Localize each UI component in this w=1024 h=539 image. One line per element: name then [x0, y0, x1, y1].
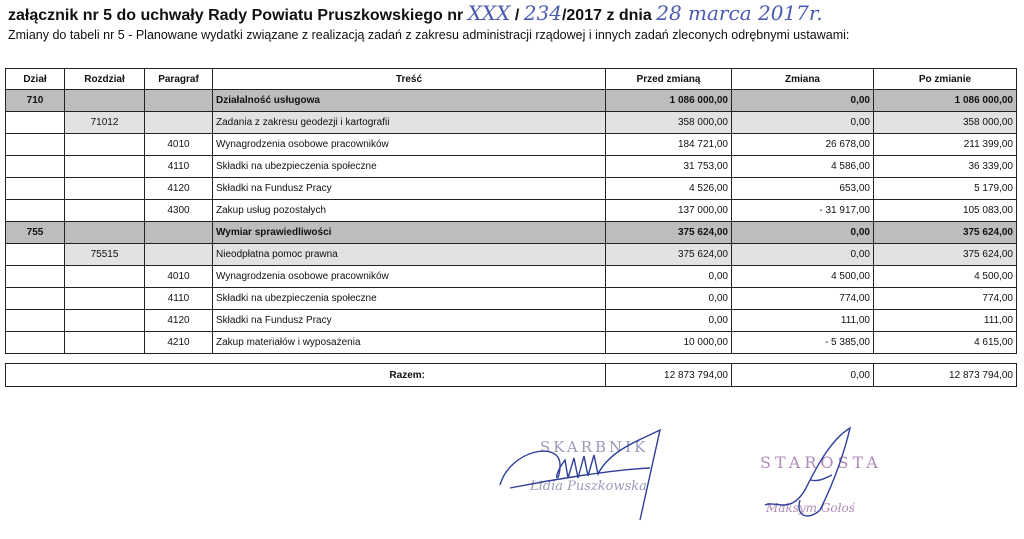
cell-paragraf: 4110: [145, 156, 213, 178]
table-row: [6, 134, 1017, 156]
cell-zmiana: 4 586,00: [732, 156, 874, 178]
document-title: [8, 1, 823, 25]
cell-zmiana: - 31 917,00: [732, 200, 874, 222]
table-row: [6, 266, 1017, 288]
cell-tresc: Wynagrodzenia osobowe pracowników: [213, 266, 606, 288]
table-row: [6, 200, 1017, 222]
table-row: [6, 222, 1017, 244]
cell-przed: 0,00: [606, 310, 732, 332]
date-handwritten: 28 marca 2017r.: [656, 1, 823, 25]
cell-zmiana: 0,00: [732, 222, 874, 244]
cell-po: 5 179,00: [874, 178, 1017, 200]
summary-zmiana: 0,00: [732, 364, 874, 387]
cell-przed: 358 000,00: [606, 112, 732, 134]
cell-rozdzial: [65, 90, 145, 112]
cell-paragraf: 4120: [145, 310, 213, 332]
skarbnik-signature-stamp: [490, 410, 690, 535]
cell-po: 36 339,00: [874, 156, 1017, 178]
cell-tresc: Wynagrodzenia osobowe pracowników: [213, 134, 606, 156]
cell-przed: 184 721,00: [606, 134, 732, 156]
title-separator: /: [514, 7, 520, 24]
cell-zmiana: 0,00: [732, 112, 874, 134]
cell-po: 358 000,00: [874, 112, 1017, 134]
cell-przed: 0,00: [606, 266, 732, 288]
expenditure-table: [5, 68, 1017, 354]
cell-dzial: [6, 244, 65, 266]
cell-przed: 4 526,00: [606, 178, 732, 200]
table-row: [6, 178, 1017, 200]
cell-przed: 31 753,00: [606, 156, 732, 178]
cell-dzial: [6, 156, 65, 178]
cell-dzial: [6, 266, 65, 288]
stamp-name-starosta: Maksym Gołoś: [766, 501, 855, 515]
cell-zmiana: 111,00: [732, 310, 874, 332]
cell-zmiana: 0,00: [732, 90, 874, 112]
cell-tresc: Działalność usługowa: [213, 90, 606, 112]
cell-dzial: [6, 112, 65, 134]
table-row: [6, 156, 1017, 178]
col-header-przed: Przed zmianą: [606, 69, 732, 90]
cell-zmiana: 0,00: [732, 244, 874, 266]
cell-paragraf: [145, 244, 213, 266]
table-row: [6, 112, 1017, 134]
cell-zmiana: 4 500,00: [732, 266, 874, 288]
cell-rozdzial: [65, 332, 145, 354]
cell-tresc: Składki na Fundusz Pracy: [213, 310, 606, 332]
col-header-paragraf: Paragraf: [145, 69, 213, 90]
table-header-row: [6, 69, 1017, 90]
cell-dzial: 755: [6, 222, 65, 244]
cell-rozdzial: [65, 310, 145, 332]
cell-przed: 137 000,00: [606, 200, 732, 222]
resolution-number-handwritten: XXX: [467, 1, 511, 25]
cell-paragraf: 4010: [145, 266, 213, 288]
cell-rozdzial: [65, 200, 145, 222]
cell-dzial: [6, 178, 65, 200]
cell-po: 774,00: [874, 288, 1017, 310]
title-suffix: /2017 z dnia: [561, 7, 652, 24]
table-row: [6, 332, 1017, 354]
cell-po: 4 615,00: [874, 332, 1017, 354]
summary-przed: 12 873 794,00: [606, 364, 732, 387]
cell-dzial: [6, 134, 65, 156]
cell-rozdzial: [65, 134, 145, 156]
cell-tresc: Zadania z zakresu geodezji i kartografii: [213, 112, 606, 134]
cell-rozdzial: 75515: [65, 244, 145, 266]
resolution-number2-handwritten: 234: [523, 1, 562, 25]
cell-paragraf: [145, 222, 213, 244]
cell-paragraf: [145, 112, 213, 134]
summary-label: Razem:: [6, 364, 606, 387]
stamp-name-skarbnik: Lidia Puszkowska: [530, 479, 647, 494]
summary-row: [6, 364, 1017, 387]
col-header-po: Po zmianie: [874, 69, 1017, 90]
cell-tresc: Składki na Fundusz Pracy: [213, 178, 606, 200]
cell-tresc: Zakup materiałów i wyposażenia: [213, 332, 606, 354]
stamp-title-skarbnik: SKARBNIK: [540, 438, 649, 456]
summary-po: 12 873 794,00: [874, 364, 1017, 387]
cell-zmiana: 774,00: [732, 288, 874, 310]
table-row: [6, 288, 1017, 310]
cell-po: 375 624,00: [874, 222, 1017, 244]
cell-zmiana: 26 678,00: [732, 134, 874, 156]
table-row: [6, 310, 1017, 332]
cell-rozdzial: [65, 288, 145, 310]
cell-po: 375 624,00: [874, 244, 1017, 266]
cell-tresc: Nieodpłatna pomoc prawna: [213, 244, 606, 266]
cell-po: 4 500,00: [874, 266, 1017, 288]
cell-rozdzial: [65, 266, 145, 288]
col-header-tresc: Treść: [213, 69, 606, 90]
cell-paragraf: [145, 90, 213, 112]
cell-dzial: [6, 310, 65, 332]
title-prefix: załącznik nr 5 do uchwały Rady Powiatu Pruszkowskiego nr: [8, 7, 464, 24]
cell-przed: 10 000,00: [606, 332, 732, 354]
cell-dzial: [6, 200, 65, 222]
stamp-title-starosta: STAROSTA: [760, 453, 882, 472]
cell-dzial: [6, 288, 65, 310]
cell-paragraf: 4210: [145, 332, 213, 354]
cell-paragraf: 4010: [145, 134, 213, 156]
cell-po: 1 086 000,00: [874, 90, 1017, 112]
cell-tresc: Składki na ubezpieczenia społeczne: [213, 288, 606, 310]
summary-table: [5, 363, 1017, 387]
cell-zmiana: 653,00: [732, 178, 874, 200]
col-header-dzial: Dział: [6, 69, 65, 90]
cell-zmiana: - 5 385,00: [732, 332, 874, 354]
cell-rozdzial: 71012: [65, 112, 145, 134]
document-subtitle: Zmiany do tabeli nr 5 - Planowane wydatki związane z realizacją zadań z zakresu administracji rządowej i innych zadań zleconych odrębnymi ustawami:: [8, 28, 850, 42]
table-row: [6, 244, 1017, 266]
cell-dzial: [6, 332, 65, 354]
col-header-rozdzial: Rozdział: [65, 69, 145, 90]
cell-tresc: Zakup usług pozostałych: [213, 200, 606, 222]
cell-paragraf: 4300: [145, 200, 213, 222]
cell-po: 111,00: [874, 310, 1017, 332]
cell-rozdzial: [65, 178, 145, 200]
cell-rozdzial: [65, 222, 145, 244]
cell-przed: 0,00: [606, 288, 732, 310]
cell-rozdzial: [65, 156, 145, 178]
cell-przed: 375 624,00: [606, 244, 732, 266]
table-row: [6, 90, 1017, 112]
cell-przed: 1 086 000,00: [606, 90, 732, 112]
cell-tresc: Wymiar sprawiedliwości: [213, 222, 606, 244]
cell-tresc: Składki na ubezpieczenia społeczne: [213, 156, 606, 178]
cell-przed: 375 624,00: [606, 222, 732, 244]
cell-paragraf: 4110: [145, 288, 213, 310]
col-header-zmiana: Zmiana: [732, 69, 874, 90]
starosta-signature-stamp: [750, 420, 910, 530]
cell-dzial: 710: [6, 90, 65, 112]
cell-po: 105 083,00: [874, 200, 1017, 222]
cell-po: 211 399,00: [874, 134, 1017, 156]
cell-paragraf: 4120: [145, 178, 213, 200]
